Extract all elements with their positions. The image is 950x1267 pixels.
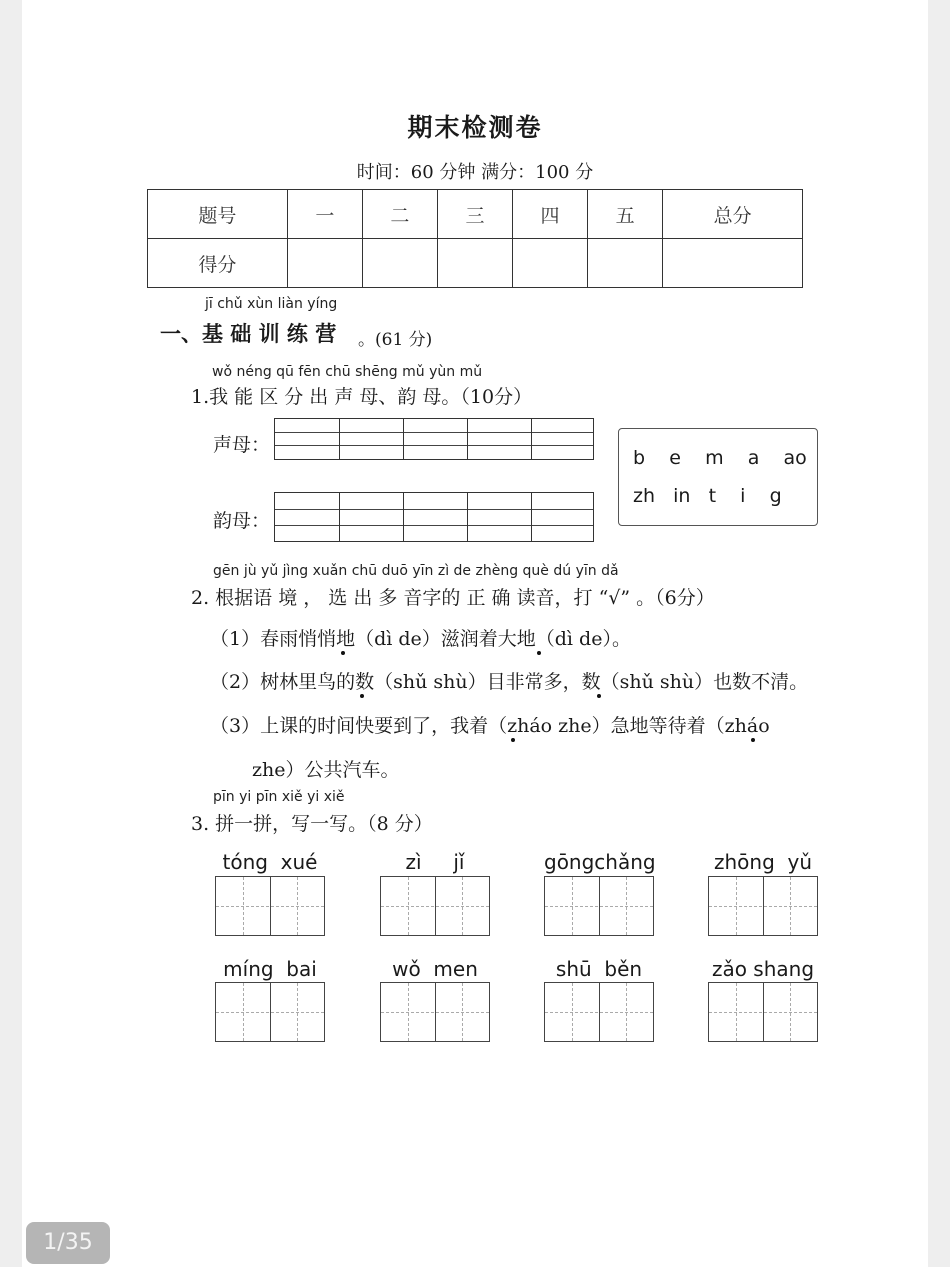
score-cell bbox=[663, 239, 803, 288]
score-cell bbox=[362, 239, 437, 288]
score-cell bbox=[437, 239, 512, 288]
character-writing-box[interactable] bbox=[708, 876, 818, 936]
q2-item3-line1: （3）上课的时间快要到了，我着（zháo zhe）急地等待着（zháo bbox=[210, 715, 770, 737]
word-pinyin: zhōng yǔ bbox=[713, 850, 812, 874]
section1-points: 。(61 分) bbox=[358, 330, 433, 350]
section1-heading: 一、基 础 训 练 营 bbox=[160, 321, 337, 346]
word-pinyin: zì jǐ bbox=[405, 850, 465, 874]
word-pinyin: shū běn bbox=[555, 957, 643, 981]
emphasis-dot bbox=[341, 651, 345, 655]
score-header-cell: 五 bbox=[588, 190, 663, 239]
page-counter: 1/35 bbox=[26, 1222, 110, 1264]
word-pinyin: zǎo shang bbox=[711, 957, 815, 981]
letter-bank-box bbox=[618, 428, 818, 526]
q2-text: 2. 根据语 境 ， 选 出 多 音字的 正 确 读音，打 “√” 。（6分） bbox=[191, 587, 715, 609]
score-header-cell: 四 bbox=[513, 190, 588, 239]
word-pinyin: tóng xué bbox=[222, 850, 318, 874]
section1-pinyin: jī chǔ xùn liàn yíng bbox=[205, 296, 338, 312]
score-cell bbox=[513, 239, 588, 288]
shengmu-writing-grid[interactable] bbox=[274, 418, 594, 460]
emphasis-dot bbox=[360, 694, 364, 698]
yunmu-label: 韵母： bbox=[213, 510, 271, 532]
yunmu-writing-grid[interactable] bbox=[274, 492, 594, 542]
emphasis-dot bbox=[597, 694, 601, 698]
character-writing-box[interactable] bbox=[380, 876, 490, 936]
character-writing-box[interactable] bbox=[708, 982, 818, 1042]
letter-bank-row1: b e m a ao bbox=[633, 447, 807, 469]
score-row-label: 得分 bbox=[148, 239, 288, 288]
q3-pinyin: pīn yi pīn xiě yi xiě bbox=[213, 789, 345, 805]
emphasis-dot bbox=[751, 738, 755, 742]
score-header-cell: 一 bbox=[287, 190, 362, 239]
shengmu-label: 声母： bbox=[213, 434, 271, 456]
q1-text: 1.我 能 区 分 出 声 母、韵 母。（10分） bbox=[191, 386, 533, 408]
score-table-header-row bbox=[148, 190, 803, 239]
exam-title: 期末检测卷 bbox=[407, 113, 543, 142]
emphasis-dot bbox=[537, 651, 541, 655]
score-cell bbox=[588, 239, 663, 288]
score-header-cell: 三 bbox=[437, 190, 512, 239]
score-table bbox=[147, 189, 803, 288]
character-writing-box[interactable] bbox=[380, 982, 490, 1042]
q2-item3-line2: zhe）公共汽车。 bbox=[252, 759, 400, 781]
score-header-cell: 二 bbox=[362, 190, 437, 239]
exam-subtitle: 时间：60 分钟 满分：100 分 bbox=[356, 162, 594, 183]
q3-text: 3. 拼一拼，写一写。（8 分） bbox=[191, 813, 433, 835]
score-header-cell: 题号 bbox=[148, 190, 288, 239]
word-pinyin: wǒ men bbox=[392, 957, 478, 981]
emphasis-dot bbox=[511, 738, 515, 742]
score-cell bbox=[287, 239, 362, 288]
character-writing-box[interactable] bbox=[215, 876, 325, 936]
word-pinyin: gōngchǎng bbox=[544, 850, 656, 874]
q1-pinyin: wǒ néng qū fēn chū shēng mǔ yùn mǔ bbox=[212, 364, 483, 380]
q2-item1: （1）春雨悄悄地（dì de）滋润着大地（dì de）。 bbox=[210, 628, 631, 650]
score-table-score-row bbox=[148, 239, 803, 288]
character-writing-box[interactable] bbox=[544, 876, 654, 936]
q2-pinyin: gēn jù yǔ jìng xuǎn chū duō yīn zì de zhèng què dú yīn dǎ bbox=[213, 563, 619, 579]
letter-bank-row2: zh in t i g bbox=[633, 485, 782, 507]
word-pinyin: míng bai bbox=[223, 957, 317, 981]
score-header-cell: 总分 bbox=[663, 190, 803, 239]
q2-item2: （2）树林里鸟的数（shǔ shù）目非常多，数（shǔ shù）也数不清。 bbox=[210, 671, 809, 693]
character-writing-box[interactable] bbox=[215, 982, 325, 1042]
character-writing-box[interactable] bbox=[544, 982, 654, 1042]
